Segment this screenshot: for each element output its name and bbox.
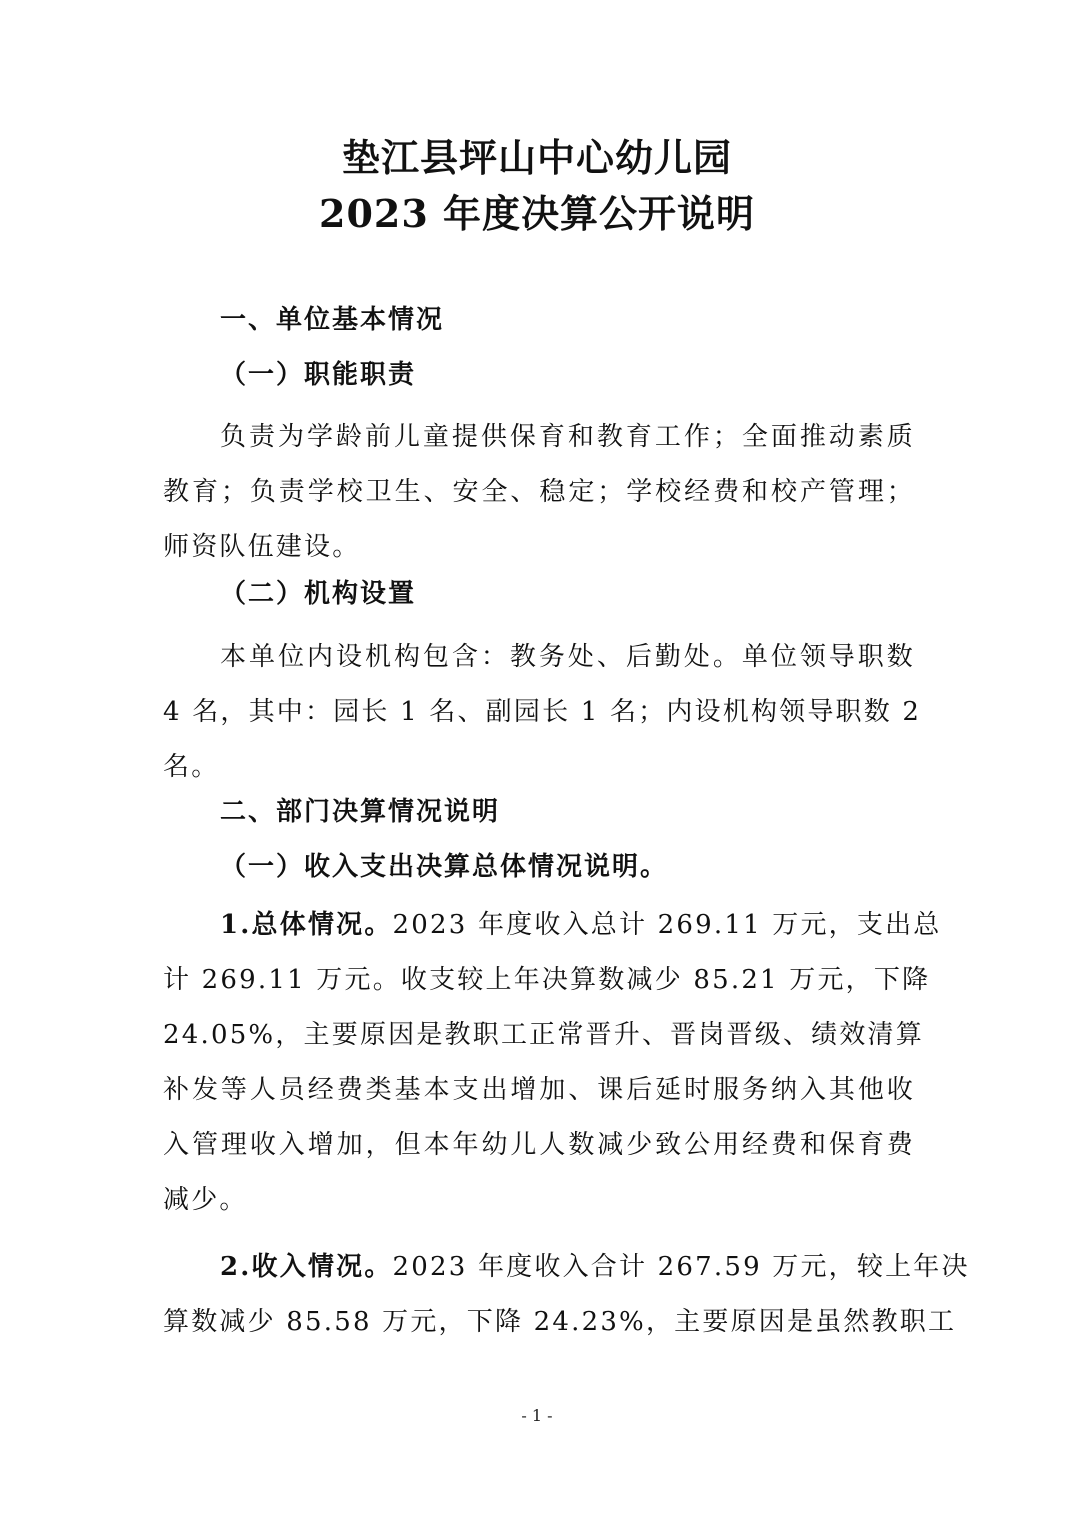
document-title-line1: 垫江县坪山中心幼儿园 xyxy=(341,135,732,180)
section-heading-final-accounts: 二、部门决算情况说明 xyxy=(220,797,501,827)
paragraph-line: 入管理收入增加，但本年幼儿人数减少致公用经费和保育费 xyxy=(163,1130,915,1160)
paragraph-line: 24.05%，主要原因是教职工正常晋升、晋岗晋级、绩效清算 xyxy=(163,1020,924,1050)
document-title-line2: 2023 年度决算公开说明 xyxy=(319,191,755,236)
paragraph-line xyxy=(220,1250,970,1284)
paragraph-line: 计 269.11 万元。收支较上年决算数减少 85.21 万元，下降 xyxy=(163,965,931,995)
paragraph-line: 教育；负责学校卫生、安全、稳定；学校经费和校产管理； xyxy=(163,477,915,507)
paragraph-text: 2023 年度收入合计 267.59 万元，较上年决 xyxy=(392,1252,970,1282)
paragraph-line: 减少。 xyxy=(163,1185,248,1215)
paragraph-lead-overall: 1.总体情况。 xyxy=(220,910,393,940)
paragraph-line: 本单位内设机构包含：教务处、后勤处。单位领导职数 xyxy=(220,642,915,672)
paragraph-line: 名。 xyxy=(163,752,220,782)
subsection-heading-functions: （一）职能职责 xyxy=(220,360,417,390)
paragraph-line: 负责为学龄前儿童提供保育和教育工作；全面推动素质 xyxy=(220,422,915,452)
paragraph-line xyxy=(220,908,942,942)
paragraph-line: 算数减少 85.58 万元，下降 24.23%，主要原因是虽然教职工 xyxy=(163,1307,957,1337)
subsection-heading-income-expense: （一）收入支出决算总体情况说明。 xyxy=(220,852,669,882)
page-number: - 1 - xyxy=(521,1406,553,1425)
paragraph-line: 师资队伍建设。 xyxy=(163,532,361,562)
paragraph-line: 4 名，其中：园长 1 名、副园长 1 名；内设机构领导职数 2 xyxy=(163,697,922,727)
subsection-heading-organization: （二）机构设置 xyxy=(220,579,417,609)
section-heading-basic-info: 一、单位基本情况 xyxy=(220,305,445,335)
paragraph-text: 2023 年度收入总计 269.11 万元，支出总 xyxy=(392,910,942,940)
paragraph-line: 补发等人员经费类基本支出增加、课后延时服务纳入其他收 xyxy=(163,1075,915,1105)
paragraph-lead-income: 2.收入情况。 xyxy=(220,1252,393,1282)
